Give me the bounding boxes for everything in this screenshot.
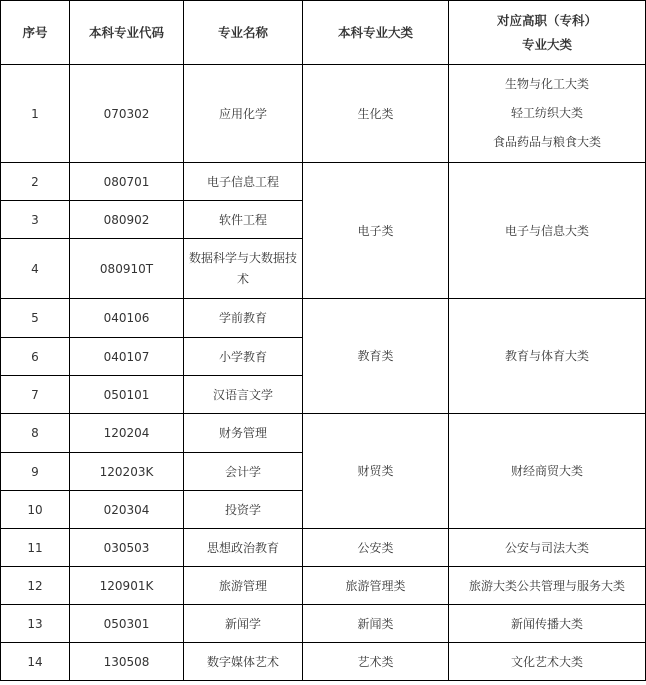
group-category: 新闻类 xyxy=(303,605,449,643)
vocational-item: 生物与化工大类 xyxy=(504,77,589,91)
row-seq: 7 xyxy=(1,376,70,414)
row-seq: 10 xyxy=(1,491,70,529)
row-name: 数据科学与大数据技术 xyxy=(184,239,303,299)
row-seq: 13 xyxy=(1,605,70,643)
group-category: 生化类 xyxy=(303,65,449,163)
group-category: 电子类 xyxy=(303,163,449,299)
row-seq: 6 xyxy=(1,338,70,376)
group-vocational xyxy=(449,65,646,163)
table-row xyxy=(1,65,646,163)
row-seq: 8 xyxy=(1,414,70,453)
row-name: 思想政治教育 xyxy=(184,529,303,567)
row-seq: 4 xyxy=(1,239,70,299)
row-seq: 1 xyxy=(1,65,70,163)
row-seq: 11 xyxy=(1,529,70,567)
row-name: 汉语言文学 xyxy=(184,376,303,414)
row-seq: 5 xyxy=(1,299,70,338)
row-seq: 9 xyxy=(1,453,70,491)
row-code: 050101 xyxy=(70,376,184,414)
header-vocational xyxy=(449,1,646,65)
group-category: 艺术类 xyxy=(303,643,449,681)
row-name: 新闻学 xyxy=(184,605,303,643)
vocational-item: 食品药品与粮食大类 xyxy=(492,135,601,149)
group-vocational: 公安与司法大类 xyxy=(449,529,646,567)
row-code: 120901K xyxy=(70,567,184,605)
row-name: 会计学 xyxy=(184,453,303,491)
table-row xyxy=(1,163,646,201)
header-vocational-line2: 专业大类 xyxy=(521,36,572,52)
header-name: 专业名称 xyxy=(184,1,303,65)
row-code: 030503 xyxy=(70,529,184,567)
table-row xyxy=(1,529,646,567)
row-seq: 12 xyxy=(1,567,70,605)
row-code: 120203K xyxy=(70,453,184,491)
row-name: 学前教育 xyxy=(184,299,303,338)
row-code: 080910T xyxy=(70,239,184,299)
group-category: 公安类 xyxy=(303,529,449,567)
header-category: 本科专业大类 xyxy=(303,1,449,65)
row-name: 应用化学 xyxy=(184,65,303,163)
row-code: 040107 xyxy=(70,338,184,376)
row-name: 财务管理 xyxy=(184,414,303,453)
row-code: 020304 xyxy=(70,491,184,529)
row-code: 130508 xyxy=(70,643,184,681)
group-vocational: 教育与体育大类 xyxy=(449,299,646,414)
row-code: 080701 xyxy=(70,163,184,201)
table-row xyxy=(1,299,646,338)
header-row xyxy=(1,1,646,65)
header-vocational-line1: 对应高职（专科） xyxy=(496,12,597,28)
row-name: 旅游管理 xyxy=(184,567,303,605)
row-code: 040106 xyxy=(70,299,184,338)
group-category: 旅游管理类 xyxy=(303,567,449,605)
row-code: 070302 xyxy=(70,65,184,163)
vocational-item: 轻工纺织大类 xyxy=(510,106,583,120)
row-code: 080902 xyxy=(70,201,184,239)
table-row xyxy=(1,567,646,605)
table-row xyxy=(1,605,646,643)
row-seq: 3 xyxy=(1,201,70,239)
header-seq: 序号 xyxy=(1,1,70,65)
row-code: 050301 xyxy=(70,605,184,643)
row-name: 数字媒体艺术 xyxy=(184,643,303,681)
group-vocational: 旅游大类公共管理与服务大类 xyxy=(449,567,646,605)
group-vocational: 财经商贸大类 xyxy=(449,414,646,529)
row-name: 投资学 xyxy=(184,491,303,529)
group-category: 财贸类 xyxy=(303,414,449,529)
group-category: 教育类 xyxy=(303,299,449,414)
row-seq: 14 xyxy=(1,643,70,681)
header-code: 本科专业代码 xyxy=(70,1,184,65)
group-vocational: 电子与信息大类 xyxy=(449,163,646,299)
group-vocational: 文化艺术大类 xyxy=(449,643,646,681)
row-code: 120204 xyxy=(70,414,184,453)
row-name: 电子信息工程 xyxy=(184,163,303,201)
row-name: 小学教育 xyxy=(184,338,303,376)
row-seq: 2 xyxy=(1,163,70,201)
table-row xyxy=(1,643,646,681)
group-vocational: 新闻传播大类 xyxy=(449,605,646,643)
table-row xyxy=(1,414,646,453)
row-name: 软件工程 xyxy=(184,201,303,239)
